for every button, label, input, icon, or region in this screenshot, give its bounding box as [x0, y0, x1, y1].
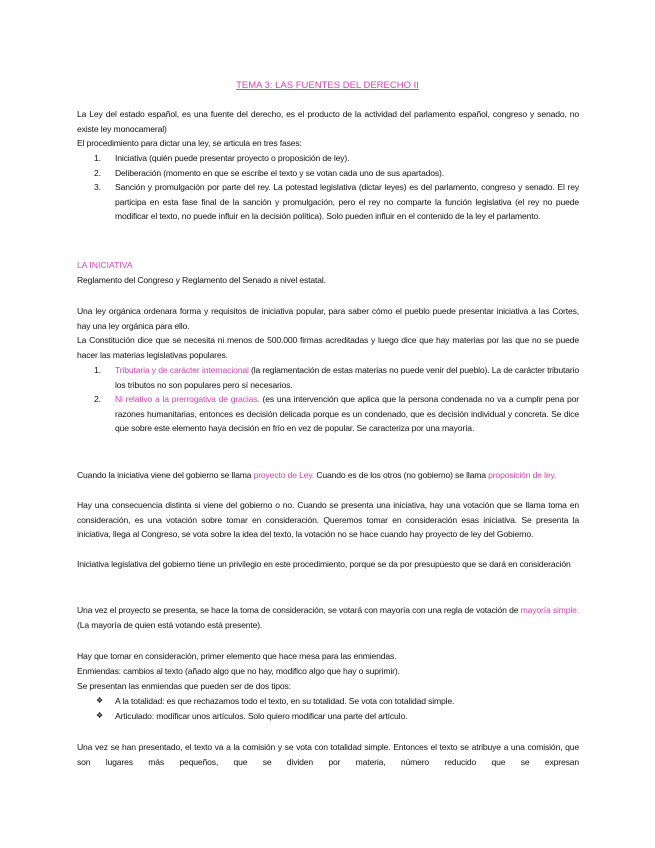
enmiendas-types-list [96, 694, 579, 723]
text-run: Una vez el proyecto se presenta, se hace la toma de consideración, se votará con mayoría con una regla de votación de [77, 605, 521, 615]
procedure-intro: El procedimiento para dictar una ley, se articula en tres fases: [77, 138, 302, 148]
bullet-text: A la totalidad: es que rechazamos todo el texto, en su totalidad. Se vota con totalidad simple. [115, 696, 455, 706]
enmiendas-definition: Enmiendas: cambios al texto (añado algo que no hay, modifico algo que hay o suprimir). [77, 666, 400, 676]
privilegio-paragraph: Iniciativa legislativa del gobierno tiene un privilegio en este procedimiento, porque se da por presupuesto que se dará en consideración [77, 559, 571, 569]
list-item [94, 392, 579, 436]
text-run: (La mayoría de quien está votando está presente). [77, 619, 263, 630]
list-number: 2. [94, 167, 101, 178]
document-title: TEMA 3: LAS FUENTES DEL DERECHO II [236, 80, 419, 91]
excluded-matters-list [94, 363, 579, 436]
list-number: 1. [94, 153, 101, 163]
section-heading-iniciativa: LA INICIATIVA [77, 260, 133, 270]
text-run: Cuando es de los otros (no gobierno) se llama [314, 470, 489, 480]
reglamento-paragraph: Reglamento del Congreso y Reglamento del Senado a nivel estatal. [77, 275, 326, 285]
list-number: 3. [94, 182, 101, 193]
phase-text: Deliberación (momento en que se escribe el texto y se votan cada uno de sus apartados). [115, 167, 444, 178]
list-item [94, 166, 579, 181]
intro-paragraph: La Ley del estado español, es una fuente del derecho, es el producto de la actividad del parlamento español, congreso y senado, no existe ley monocameral) [77, 109, 579, 134]
list-number: 2. [94, 394, 101, 405]
mayoria-paragraph [77, 603, 579, 632]
ley-organica-paragraph: Una ley orgánica ordenara forma y requisitos de iniciativa popular, para saber cómo el pueblo puede presentar iniciativa a las Cortes, hay una ley orgánica para ello. [77, 306, 579, 331]
list-item [94, 180, 579, 224]
gobierno-paragraph [77, 468, 579, 483]
list-item [94, 151, 579, 166]
diamond-bullet-icon: ❖ [96, 710, 104, 720]
phases-list [94, 151, 579, 224]
toma-consideracion-paragraph: Hay una consecuencia distinta si viene del gobierno o no. Cuando se presenta una iniciativa, hay una votación que se llama toma en consideración, es una votación sobre tomar en consideración. Queremos tomar en consideración esas iniciativa. Se presenta la iniciativa, llega al Congreso, se vota sobre la idea del texto, la votación no se hace cuando hay proyecto de ley del Gobierno. [77, 500, 579, 540]
highlighted-term: Tributaria y de carácter internacional [115, 365, 249, 375]
list-item [96, 694, 579, 709]
phase-text: Iniciativa (quién puede presentar proyecto o proposición de ley). [115, 153, 350, 163]
text-run: Cuando la iniciativa viene del gobierno se llama [77, 470, 254, 480]
list-item [96, 709, 579, 724]
highlighted-term: proposición de ley. [488, 470, 557, 480]
item-text: (la reglamentación de estas materias no puede venir del pueblo). La de carácter tributario los tributos no son populares pero sí necesarios. [115, 365, 579, 390]
diamond-bullet-icon: ❖ [96, 696, 104, 705]
enmiendas-intro: Hay que tomar en consideración, primer elemento que hace mesa para las enmiendas. [77, 651, 397, 661]
phase-text: Sanción y promulgación por parte del rey. La potestad legislativa (dictar leyes) es del parlamento, congreso y senado. El rey participa en esta fase final de la sanción y promulgación, pero el rey no comparte la función legislativa (el rey no puede modificar el texto, no puede influir en la decisión política). Solo pueden influir en el contenido de la ley el parlamento. [115, 182, 579, 222]
highlighted-term: Ni relativo a la prerrogativa de gracias. [115, 394, 260, 405]
highlighted-term: proyecto de Ley. [253, 470, 315, 480]
comision-paragraph: Una vez se han presentado, el texto va a la comisión y se vota con totalidad simple. Entonces el texto se atribuye a una comisión, que son lugares más pequeños, que se dividen por materia, número reducido que se expresan [77, 742, 579, 767]
constitucion-paragraph: La Constitución dice que se necesita ni menos de 500.000 firmas acreditadas y luego dice que hay materias por las que no se puede hacer las materias legislativas populares. [77, 335, 579, 360]
highlighted-term: mayoría simple. [520, 605, 579, 615]
list-item [94, 363, 579, 392]
bullet-text: Articulado: modificar unos artículos. Solo quiero modificar una parte del artículo. [115, 710, 408, 721]
enmiendas-types-intro: Se presentan las enmiendas que pueden ser de dos tipos: [77, 681, 291, 691]
list-number: 1. [94, 365, 101, 375]
item-text: (es una intervención que aplica que la persona condenada no va a cumplir pena por razones humanitarias, entonces es decisión delicada porque es un condenado, que es decisión individual y concreta. Se dice que sobre este elemento haya decisión en frío en vez de popular. Se caracteriza por una mayoría. [115, 394, 579, 434]
